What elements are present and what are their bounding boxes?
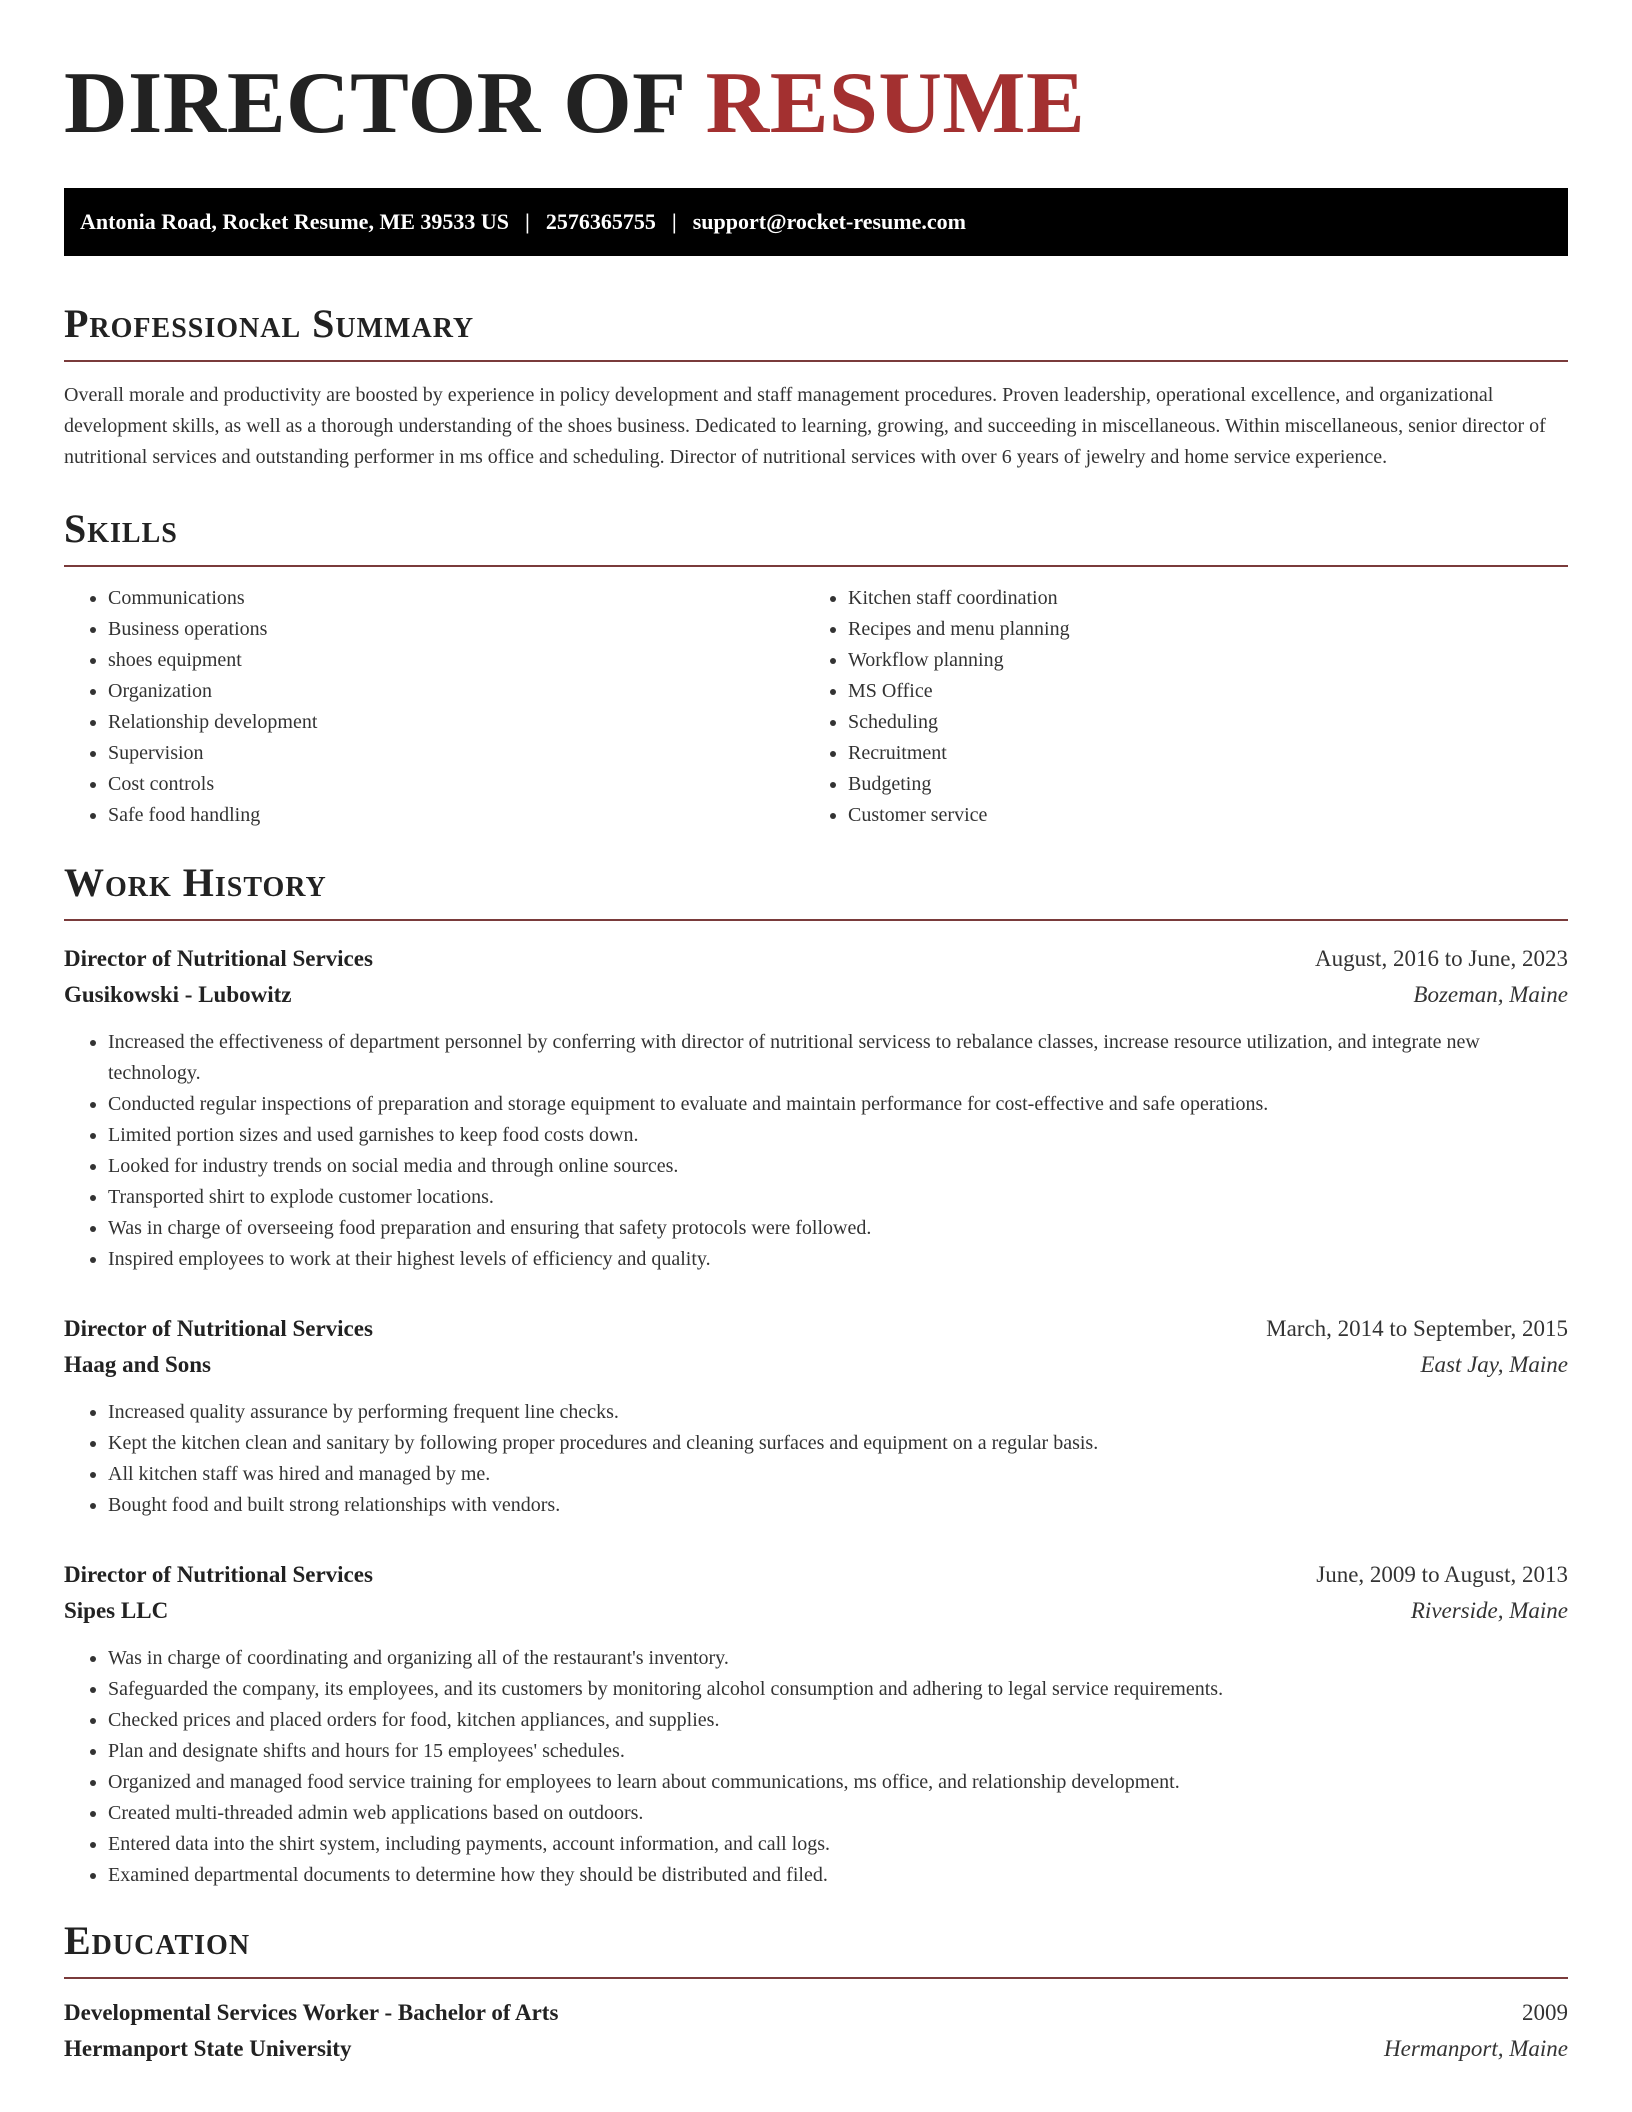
job-header-row (64, 1557, 1568, 1593)
education-section (64, 1917, 1568, 2067)
contact-email: support@rocket-resume.com (692, 209, 966, 234)
job-dates: August, 2016 to June, 2023 (1315, 946, 1568, 971)
section-divider (64, 565, 1568, 567)
education-entry (64, 1995, 1568, 2067)
job-position: Director of Nutritional Services (64, 1562, 373, 1587)
summary-title: Professional Summary (64, 301, 475, 346)
skill-item: • MS Office (848, 676, 1544, 707)
skills-grid (64, 583, 1568, 831)
job-bullet: • Checked prices and placed orders for food, kitchen appliances, and supplies. (108, 1705, 1568, 1736)
skill-item: • Recipes and menu planning (848, 614, 1544, 645)
skill-item: • Workflow planning (848, 645, 1544, 676)
job-header-row (64, 1311, 1568, 1347)
skill-item: • Supervision (108, 738, 804, 769)
contact-address: Antonia Road, Rocket Resume, ME 39533 US (80, 209, 509, 234)
job-bullet: • Increased quality assurance by performing frequent line checks. (108, 1397, 1568, 1428)
skill-item: • Business operations (108, 614, 804, 645)
summary-text: Overall morale and productivity are boosted by experience in policy development and staff management procedures. Proven leadership, operational excellence, and organizational development skills, as well as a thorough understanding of the shoes business. Dedicated to learning, growing, and succeeding in miscellaneous. Within miscellaneous, senior director of nutritional services and outstanding performer in ms office and scheduling. Director of nutritional services with over 6 years of jewelry and home service experience. (64, 384, 1546, 468)
job-company: Sipes LLC (64, 1598, 169, 1623)
job-bullet: • Organized and managed food service training for employees to learn about communications, ms office, and relationship development. (108, 1767, 1568, 1798)
skills-title: Skills (64, 506, 178, 551)
job-bullet: • Was in charge of overseeing food preparation and ensuring that safety protocols were followed. (108, 1213, 1568, 1244)
job-bullet: • Created multi-threaded admin web applications based on outdoors. (108, 1798, 1568, 1829)
job-company: Haag and Sons (64, 1352, 212, 1377)
skills-column-left (64, 583, 804, 831)
contact-separator: | (525, 209, 530, 234)
job-entry (64, 1557, 1568, 1891)
education-degree-row (64, 1995, 1568, 2031)
job-bullet: • Looked for industry trends on social media and through online sources. (108, 1151, 1568, 1182)
contact-separator: | (671, 209, 677, 234)
section-divider (64, 1977, 1568, 1979)
job-bullet: • Limited portion sizes and used garnishes to keep food costs down. (108, 1120, 1568, 1151)
job-location: East Jay, Maine (1420, 1352, 1568, 1377)
job-position: Director of Nutritional Services (64, 946, 373, 971)
work-history-title: Work History (64, 860, 327, 905)
summary-section (64, 300, 1568, 473)
section-divider (64, 919, 1568, 921)
job-bullets (64, 1397, 1568, 1521)
name-part-1: DIRECTOR OF (64, 55, 684, 152)
job-company-row (64, 1593, 1568, 1629)
job-bullets (64, 1643, 1568, 1891)
job-dates: June, 2009 to August, 2013 (1316, 1562, 1568, 1587)
education-location: Hermanport, Maine (1384, 2036, 1568, 2061)
job-bullet: • Was in charge of coordinating and organizing all of the restaurant's inventory. (108, 1643, 1568, 1674)
job-bullet: • Increased the effectiveness of department personnel by conferring with director of nutritional servicess to rebalance classes, increase resource utilization, and integrate new technology. (108, 1027, 1568, 1089)
education-school: Hermanport State University (64, 2036, 352, 2061)
skill-item: • Scheduling (848, 707, 1544, 738)
skill-item: • Recruitment (848, 738, 1544, 769)
job-company: Gusikowski - Lubowitz (64, 982, 292, 1007)
skill-item: • Budgeting (848, 769, 1544, 800)
education-school-row (64, 2031, 1568, 2067)
job-company-row (64, 1347, 1568, 1383)
job-bullet: • Safeguarded the company, its employees, and its customers by monitoring alcohol consumption and adhering to legal service requirements. (108, 1674, 1568, 1705)
skill-item: • Safe food handling (108, 800, 804, 831)
skills-section (64, 505, 1568, 831)
skills-column-right (804, 583, 1544, 831)
section-divider (64, 360, 1568, 362)
work-history-section (64, 859, 1568, 1891)
job-bullet: • Entered data into the shirt system, including payments, account information, and call logs. (108, 1829, 1568, 1860)
job-location: Riverside, Maine (1410, 1598, 1568, 1623)
education-year: 2009 (1522, 2000, 1568, 2025)
contact-bar (64, 188, 1568, 256)
job-entry (64, 1311, 1568, 1521)
job-bullet: • Inspired employees to work at their highest levels of efficiency and quality. (108, 1244, 1568, 1275)
skill-item: • Customer service (848, 800, 1544, 831)
job-header-row (64, 941, 1568, 977)
job-bullet: • Transported shirt to explode customer locations. (108, 1182, 1568, 1213)
job-location: Bozeman, Maine (1413, 982, 1568, 1007)
skill-item: • Organization (108, 676, 804, 707)
job-bullet: • Bought food and built strong relationships with vendors. (108, 1490, 1568, 1521)
resume-name (64, 56, 1568, 152)
job-position: Director of Nutritional Services (64, 1316, 373, 1341)
job-dates: March, 2014 to September, 2015 (1266, 1316, 1568, 1341)
job-bullet: • Kept the kitchen clean and sanitary by following proper procedures and cleaning surfaces and equipment on a regular basis. (108, 1428, 1568, 1459)
skill-item: • shoes equipment (108, 645, 804, 676)
job-company-row (64, 977, 1568, 1013)
job-bullet: • Conducted regular inspections of preparation and storage equipment to evaluate and maintain performance for cost-effective and safe operations. (108, 1089, 1568, 1120)
job-bullets (64, 1027, 1568, 1275)
skill-item: • Communications (108, 583, 804, 614)
job-bullet: • All kitchen staff was hired and managed by me. (108, 1459, 1568, 1490)
education-degree: Developmental Services Worker - Bachelor of Arts (64, 2000, 559, 2025)
job-bullet: • Examined departmental documents to determine how they should be distributed and filed. (108, 1860, 1568, 1891)
education-title: Education (64, 1918, 251, 1963)
job-entry (64, 941, 1568, 1275)
skill-item: • Kitchen staff coordination (848, 583, 1544, 614)
job-bullet: • Plan and designate shifts and hours for 15 employees' schedules. (108, 1736, 1568, 1767)
contact-phone: 2576365755 (545, 209, 656, 234)
name-part-2: RESUME (705, 55, 1086, 152)
skill-item: • Cost controls (108, 769, 804, 800)
skill-item: • Relationship development (108, 707, 804, 738)
